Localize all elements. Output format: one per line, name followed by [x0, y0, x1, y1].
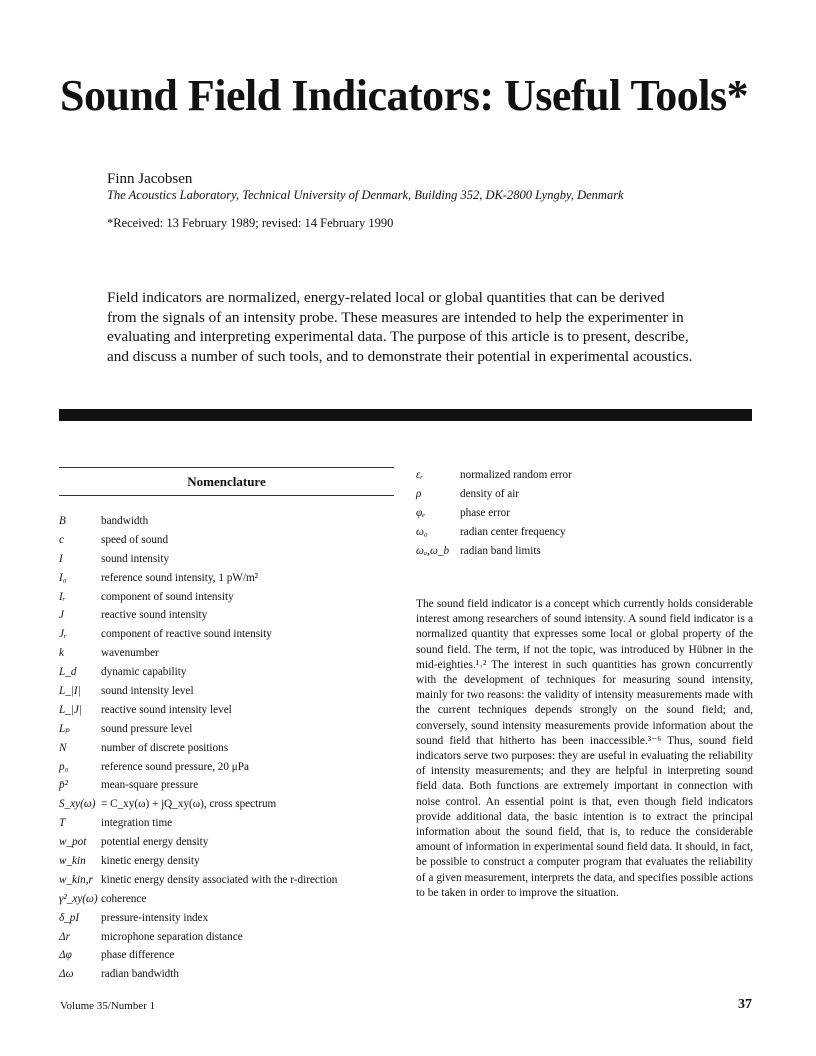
nomenclature-row [59, 588, 394, 607]
author-affiliation: The Acoustics Laboratory, Technical University of Denmark, Building 352, DK-2800 Lyngby, Denmark [107, 188, 624, 202]
body-paragraph: The sound field indicator is a concept which currently holds considerable interest among researchers of sound intensity. A sound field indicator is a normalized quantity that expresses some local or global property of the sound field. The term, if not the topic, was introduced by Hübner in the mid-eighties.¹˒² The interest in such quantities has grown concurrently with the development of techniques for measuring sound intensity, mainly for two reasons: the validity of intensity measurements made with the current techniques depends strongly on the sound field; and, conversely, sound intensity measurements provide information about the sound field that hitherto has been inaccessible.³⁻⁶ Thus, sound field indicators serve two purposes: they are useful in evaluating the reliability of intensity measurements; and they are helpful in interpreting sound field data. Both functions are extremely important in connection with noise control. An essential point is that, even though field indicators provide additional data, the basic intention is to extract the principal information about the sound field, that is, to reduce the considerable amount of information in experimental sound field data. It should, in fact, be possible to construct a computer program that evaluates the reliability of a given measurement, interprets the data, and specifies possible actions to be taken in order to improve the situation. [416, 598, 753, 899]
nomenclature-row [59, 531, 394, 550]
nomenclature-definition: = C_xy(ω) + jQ_xy(ω), cross spectrum [101, 798, 277, 811]
nomenclature-definition: mean-square pressure [101, 779, 199, 792]
nomenclature-list [59, 512, 394, 984]
nomenclature-definition: phase difference [101, 949, 175, 962]
nomenclature-row [59, 795, 394, 814]
nomenclature-row [59, 776, 394, 795]
nomenclature-symbol: Δr [59, 930, 70, 943]
nomenclature-row [59, 701, 394, 720]
nomenclature-row [59, 890, 394, 909]
nomenclature-definition: reference sound pressure, 20 μPa [101, 760, 249, 773]
nomenclature-symbol: p̄² [59, 779, 68, 792]
nomenclature-definition: potential energy density [101, 836, 209, 849]
nomenclature-symbol: N [59, 741, 67, 754]
page-number: 37 [738, 997, 752, 1012]
nomenclature-title: Nomenclature [187, 474, 266, 489]
nomenclature-definition: wavenumber [101, 647, 159, 660]
nomenclature-list-continued [416, 466, 746, 560]
nomenclature-definition: integration time [101, 817, 173, 830]
nomenclature-definition: phase error [460, 506, 511, 519]
nomenclature-row [59, 833, 394, 852]
nomenclature-definition: dynamic capability [101, 666, 187, 679]
nomenclature-row [416, 504, 746, 523]
nomenclature-symbol: Lₚ [59, 722, 70, 735]
nomenclature-row [59, 682, 394, 701]
nomenclature-definition: coherence [101, 892, 147, 905]
nomenclature-symbol: w_pot [59, 836, 87, 849]
nomenclature-symbol: p₀ [59, 760, 69, 773]
nomenclature-symbol: ωₐ,ω_b [416, 544, 450, 557]
nomenclature-symbol: Iᵣ [59, 590, 66, 603]
nomenclature-definition: sound pressure level [101, 722, 193, 735]
nomenclature-row [59, 758, 394, 777]
nomenclature-definition: number of discrete positions [101, 741, 229, 754]
nomenclature-symbol: k [59, 647, 64, 660]
nomenclature-symbol: Jᵣ [59, 628, 67, 641]
nomenclature-symbol: ρ [416, 487, 422, 500]
nomenclature-definition: component of sound intensity [101, 590, 234, 603]
nomenclature-definition: radian band limits [460, 544, 541, 557]
section-divider [59, 409, 752, 421]
nomenclature-symbol: S_xy(ω) [59, 798, 96, 811]
nomenclature-definition: reactive sound intensity level [101, 703, 232, 716]
received-dates: *Received: 13 February 1989; revised: 14 February 1990 [107, 216, 394, 230]
nomenclature-definition: bandwidth [101, 515, 149, 527]
nomenclature-symbol: δ_pI [59, 911, 80, 924]
nomenclature-row [59, 965, 394, 984]
nomenclature-row [59, 644, 394, 663]
nomenclature-row [59, 720, 394, 739]
nomenclature-header [59, 467, 394, 496]
nomenclature-symbol: T [59, 817, 66, 830]
nomenclature-definition: pressure-intensity index [101, 911, 209, 924]
nomenclature-row [59, 606, 394, 625]
nomenclature-definition: normalized random error [460, 469, 572, 481]
nomenclature-row [59, 814, 394, 833]
nomenclature-row [416, 523, 746, 542]
article-title: Sound Field Indicators: Useful Tools* [60, 71, 749, 120]
nomenclature-row [416, 542, 746, 561]
nomenclature-row [59, 550, 394, 569]
nomenclature-symbol: φₑ [416, 506, 426, 519]
nomenclature-symbol: B [59, 515, 66, 527]
nomenclature-definition: component of reactive sound intensity [101, 628, 272, 641]
nomenclature-symbol: Δφ [59, 949, 72, 962]
nomenclature-bottom-rule [59, 495, 394, 496]
nomenclature-definition: radian bandwidth [101, 968, 179, 981]
nomenclature-definition: kinetic energy density [101, 855, 200, 868]
nomenclature-symbol: c [59, 533, 64, 546]
nomenclature-row [59, 739, 394, 758]
nomenclature-definition: reference sound intensity, 1 pW/m² [101, 571, 259, 584]
nomenclature-row [59, 871, 394, 890]
nomenclature-symbol: I₀ [59, 571, 67, 584]
nomenclature-row [59, 946, 394, 965]
nomenclature-symbol: L_|J| [59, 703, 82, 716]
nomenclature-row [416, 485, 746, 504]
nomenclature-symbol: I [59, 552, 63, 565]
nomenclature-definition: reactive sound intensity [101, 609, 208, 622]
nomenclature-row [416, 466, 746, 485]
nomenclature-definition: radian center frequency [460, 525, 566, 538]
nomenclature-row [59, 852, 394, 871]
nomenclature-symbol: J [59, 609, 64, 622]
journal-volume: Volume 35/Number 1 [60, 1000, 156, 1012]
nomenclature-definition: density of air [460, 487, 520, 500]
nomenclature-definition: speed of sound [101, 533, 169, 546]
nomenclature-definition: microphone separation distance [101, 930, 243, 943]
nomenclature-symbol: γ²_xy(ω) [59, 892, 98, 905]
abstract: Field indicators are normalized, energy-related local or global quantities that can be derived from the signals of an intensity probe. These measures are intended to help the experimenter in evaluating and interpreting experimental data. The purpose of this article is to present, describe, and discuss a number of such tools, and to demonstrate their potential in experimental acoustics. [107, 289, 693, 365]
nomenclature-definition: sound intensity [101, 552, 170, 565]
nomenclature-definition: kinetic energy density associated with the r-direction [101, 873, 338, 886]
nomenclature-definition: sound intensity level [101, 685, 194, 698]
nomenclature-row [59, 569, 394, 588]
nomenclature-symbol: εᵣ [416, 469, 424, 481]
author-name: Finn Jacobsen [107, 171, 193, 187]
nomenclature-row [59, 625, 394, 644]
nomenclature-row [59, 909, 394, 928]
nomenclature-symbol: ω₀ [416, 525, 428, 538]
nomenclature-symbol: L_d [59, 666, 77, 679]
nomenclature-symbol: Δω [59, 968, 74, 981]
nomenclature-row [59, 663, 394, 682]
nomenclature-row [59, 928, 394, 947]
nomenclature-symbol: w_kin,r [59, 873, 93, 886]
nomenclature-row [59, 512, 394, 531]
nomenclature-symbol: L_|I| [59, 685, 81, 698]
nomenclature-symbol: w_kin [59, 855, 86, 868]
